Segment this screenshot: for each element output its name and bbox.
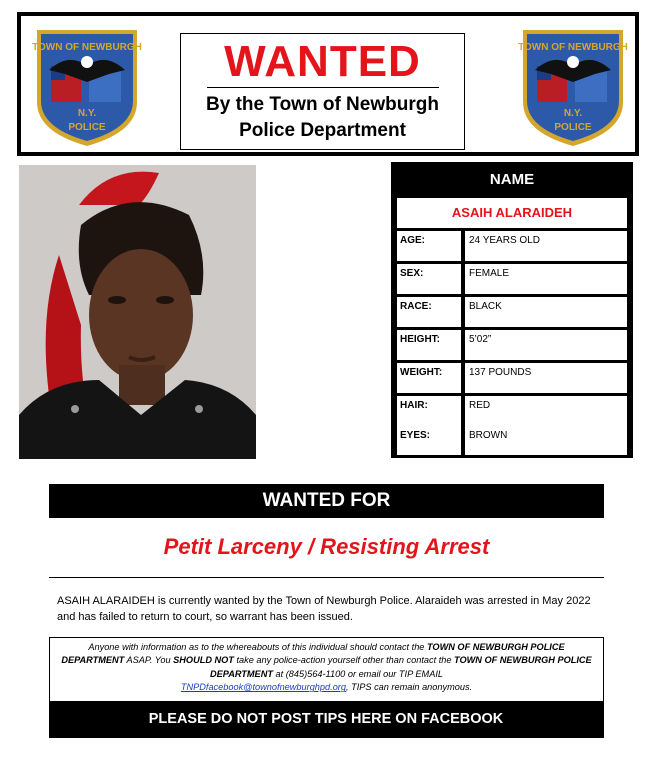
no-facebook-tips-banner: PLEASE DO NOT POST TIPS HERE ON FACEBOOK bbox=[49, 701, 604, 738]
contact-text-1: Anyone with information as to the whereabouts of this individual should contact the bbox=[88, 642, 427, 652]
info-label: RACE: bbox=[397, 297, 461, 327]
title-box bbox=[180, 33, 465, 150]
contact-text-2: ASAP. You bbox=[124, 655, 174, 666]
page-title: WANTED bbox=[224, 37, 421, 86]
wanted-for-header: WANTED FOR bbox=[49, 484, 604, 518]
badge-left-police: POLICE bbox=[68, 122, 106, 133]
case-description: ASAIH ALARAIDEH is currently wanted by the Town of Newburgh Police. Alaraideh was arrested in May 2022 and has failed to return to court, so warrant has been issued. bbox=[57, 595, 591, 623]
info-value: RED bbox=[465, 396, 627, 426]
contact-dept-2: TOWN OF NEWBURGH POLICE DEPARTMENT bbox=[209, 655, 592, 679]
info-label: EYES: bbox=[397, 426, 461, 455]
tip-email-link[interactable]: TNPDfacebook@townofnewburghpd.org bbox=[180, 682, 346, 693]
contact-text-5: , TIPS can remain anonymous. bbox=[345, 682, 473, 693]
badge-right-state: N.Y. bbox=[563, 108, 583, 119]
badge-left-town: TOWN OF NEWBURGH bbox=[32, 42, 142, 53]
info-row-weight bbox=[397, 363, 627, 393]
title-divider bbox=[207, 87, 439, 88]
contact-dept-1: TOWN OF NEWBURGH POLICE DEPARTMENT bbox=[61, 642, 565, 666]
police-badge-right bbox=[515, 20, 631, 150]
charges: Petit Larceny / Resisting Arrest bbox=[163, 534, 490, 559]
info-label: WEIGHT: bbox=[397, 363, 461, 393]
suspect-name: ASAIH ALARAIDEH bbox=[397, 198, 627, 228]
contact-text-4: at (845)564-1100 or email our TIP EMAIL bbox=[272, 668, 443, 679]
info-label: HAIR: bbox=[397, 396, 461, 426]
info-label: SEX: bbox=[397, 264, 461, 294]
info-row-race bbox=[397, 297, 627, 327]
info-label: HEIGHT: bbox=[397, 330, 461, 360]
info-value: BROWN bbox=[465, 426, 627, 455]
section-divider bbox=[49, 577, 604, 578]
suspect-photo bbox=[19, 165, 256, 459]
contact-text-3: take any police-action yourself other than contact the bbox=[233, 655, 455, 666]
suspect-info-table bbox=[391, 162, 633, 458]
name-header: NAME bbox=[489, 171, 535, 188]
police-badge-left bbox=[29, 20, 145, 150]
info-row-hair bbox=[397, 396, 627, 426]
info-value: FEMALE bbox=[465, 264, 627, 294]
poster-header bbox=[17, 12, 639, 156]
contact-instructions bbox=[58, 641, 595, 695]
info-value: 24 YEARS OLD bbox=[465, 231, 627, 261]
subtitle-line-1: By the Town of Newburgh bbox=[206, 94, 439, 115]
info-value: 5’02” bbox=[465, 330, 627, 360]
contact-box bbox=[49, 637, 604, 737]
info-value: 137 POUNDS bbox=[465, 363, 627, 393]
badge-left-state: N.Y. bbox=[77, 108, 97, 119]
badge-right-town: TOWN OF NEWBURGH bbox=[518, 42, 628, 53]
badge-right-police: POLICE bbox=[554, 122, 592, 133]
subtitle-line-2: Police Department bbox=[239, 120, 406, 141]
info-row-sex bbox=[397, 264, 627, 294]
info-value: BLACK bbox=[465, 297, 627, 327]
info-label: AGE: bbox=[397, 231, 461, 261]
info-row-age bbox=[397, 231, 627, 261]
info-row-height bbox=[397, 330, 627, 360]
contact-warning: SHOULD NOT bbox=[173, 655, 234, 666]
info-row-eyes bbox=[397, 426, 627, 455]
